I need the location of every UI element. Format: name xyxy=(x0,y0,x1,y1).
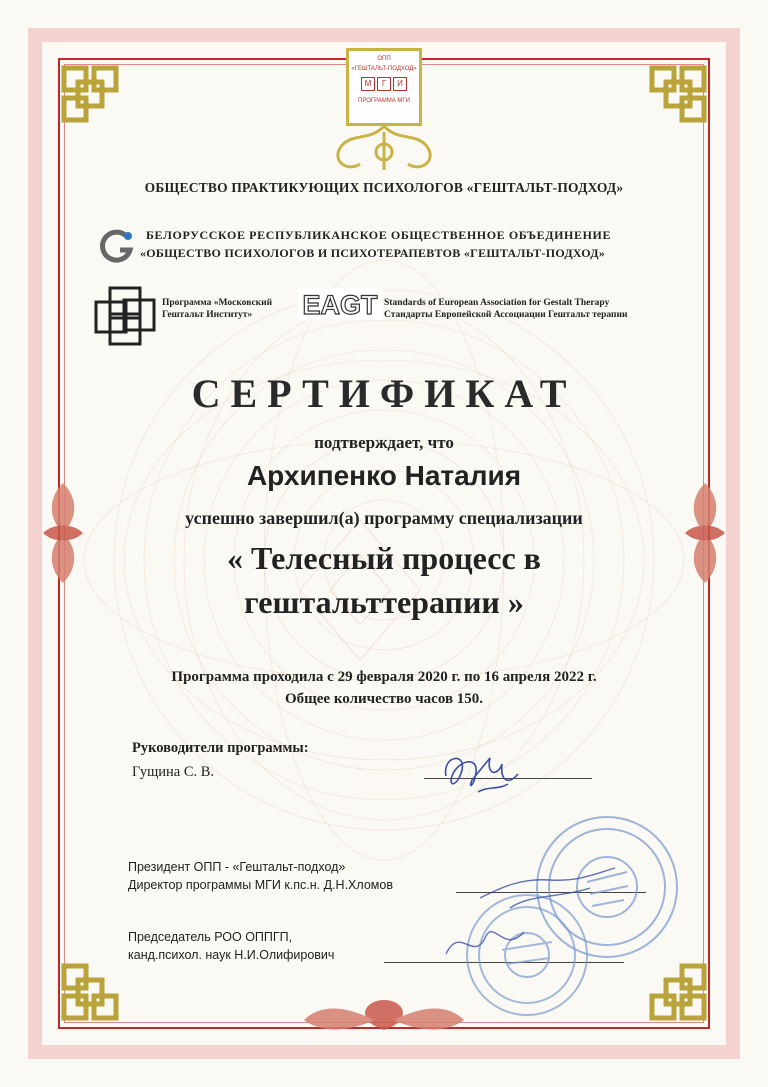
recipient-name: Архипенко Наталия xyxy=(246,460,522,491)
president-title-line1: Президент ОПП - «Гештальт-подход» xyxy=(128,860,346,874)
belarus-org-line1: БЕЛОРУССКОЕ РЕСПУБЛИКАНСКОЕ ОБЩЕСТВЕННОЕ ОБЪЕДИНЕНИЕ xyxy=(146,228,612,242)
chair-title-line1: Председатель РОО ОППГП, xyxy=(128,930,293,944)
emblem-letters xyxy=(349,77,419,91)
completed-text: успешно завершил(а) программу специализации xyxy=(185,508,583,528)
organization-name: ОБЩЕСТВО ПРАКТИКУЮЩИХ ПСИХОЛОГОВ «ГЕШТАЛЬТ-ПОДХОД» xyxy=(144,180,624,195)
confirms-text: подтверждает, что xyxy=(314,433,454,452)
mgi-line2: Гештальт Институт» xyxy=(162,310,253,320)
emblem-text-opp: ОПП xyxy=(377,56,391,62)
mgi-line1: Программа «Московский xyxy=(162,298,273,308)
emblem-frame xyxy=(346,48,422,126)
leaders-label: Руководители программы: xyxy=(132,740,309,756)
emblem-letter: М xyxy=(361,77,375,91)
program-title-line1: « Телесный процесс в xyxy=(227,540,541,576)
program-title-line2: гештальттерапии » xyxy=(244,584,524,620)
corner-ornament-top-right xyxy=(646,62,710,126)
corner-ornament-top-left xyxy=(58,62,122,126)
belarus-organization xyxy=(98,226,678,270)
emblem-text-program: ПРОГРАММА МГИ xyxy=(358,98,410,104)
emblem-letter: И xyxy=(393,77,407,91)
emblem-letter: Г xyxy=(377,77,391,91)
leader-signature xyxy=(438,746,528,796)
eagt-line1: Standards of European Association for Gestalt Therapy xyxy=(384,298,610,308)
mgi-program-text xyxy=(162,297,272,321)
program-emblem xyxy=(330,48,438,176)
program-dates-block xyxy=(0,666,768,710)
gold-scroll-ornament xyxy=(330,122,438,176)
program-title xyxy=(0,536,768,624)
bottom-floral-ornament xyxy=(294,990,474,1040)
corner-ornament-bottom-right xyxy=(646,960,710,1024)
chair-title-line2: канд.психол. наук Н.И.Олифирович xyxy=(128,948,335,962)
emblem-text-gestalt: «ГЕШТАЛЬТ-ПОДХОД» xyxy=(351,66,417,72)
program-hours: Общее количество часов 150. xyxy=(284,691,484,707)
eagt-logo-text: EAGT xyxy=(302,290,378,320)
president-title-line2: Директор программы МГИ к.пс.н. Д.Н.Хломов xyxy=(128,878,393,892)
certificate-title: СЕРТИФИКАТ xyxy=(191,371,577,416)
leader-name: Гущина С. В. xyxy=(132,764,215,780)
program-dates: Программа проходила с 29 февраля 2020 г. по 16 апреля 2022 г. xyxy=(171,669,597,685)
eagt-line2: Стандарты Европейской Ассоциации Гештальт терапии xyxy=(384,310,628,320)
mgi-squares-logo-icon xyxy=(92,284,158,350)
gestalt-g-logo-icon xyxy=(98,228,136,266)
belarus-org-line2: «ОБЩЕСТВО ПСИХОЛОГОВ И ПСИХОТЕРАПЕВТОВ «ГЕШТАЛЬТ-ПОДХОД» xyxy=(140,246,606,260)
eagt-logo xyxy=(298,288,382,320)
eagt-standards-text xyxy=(384,297,627,321)
corner-ornament-bottom-left xyxy=(58,960,122,1024)
chair-signature xyxy=(440,914,530,974)
